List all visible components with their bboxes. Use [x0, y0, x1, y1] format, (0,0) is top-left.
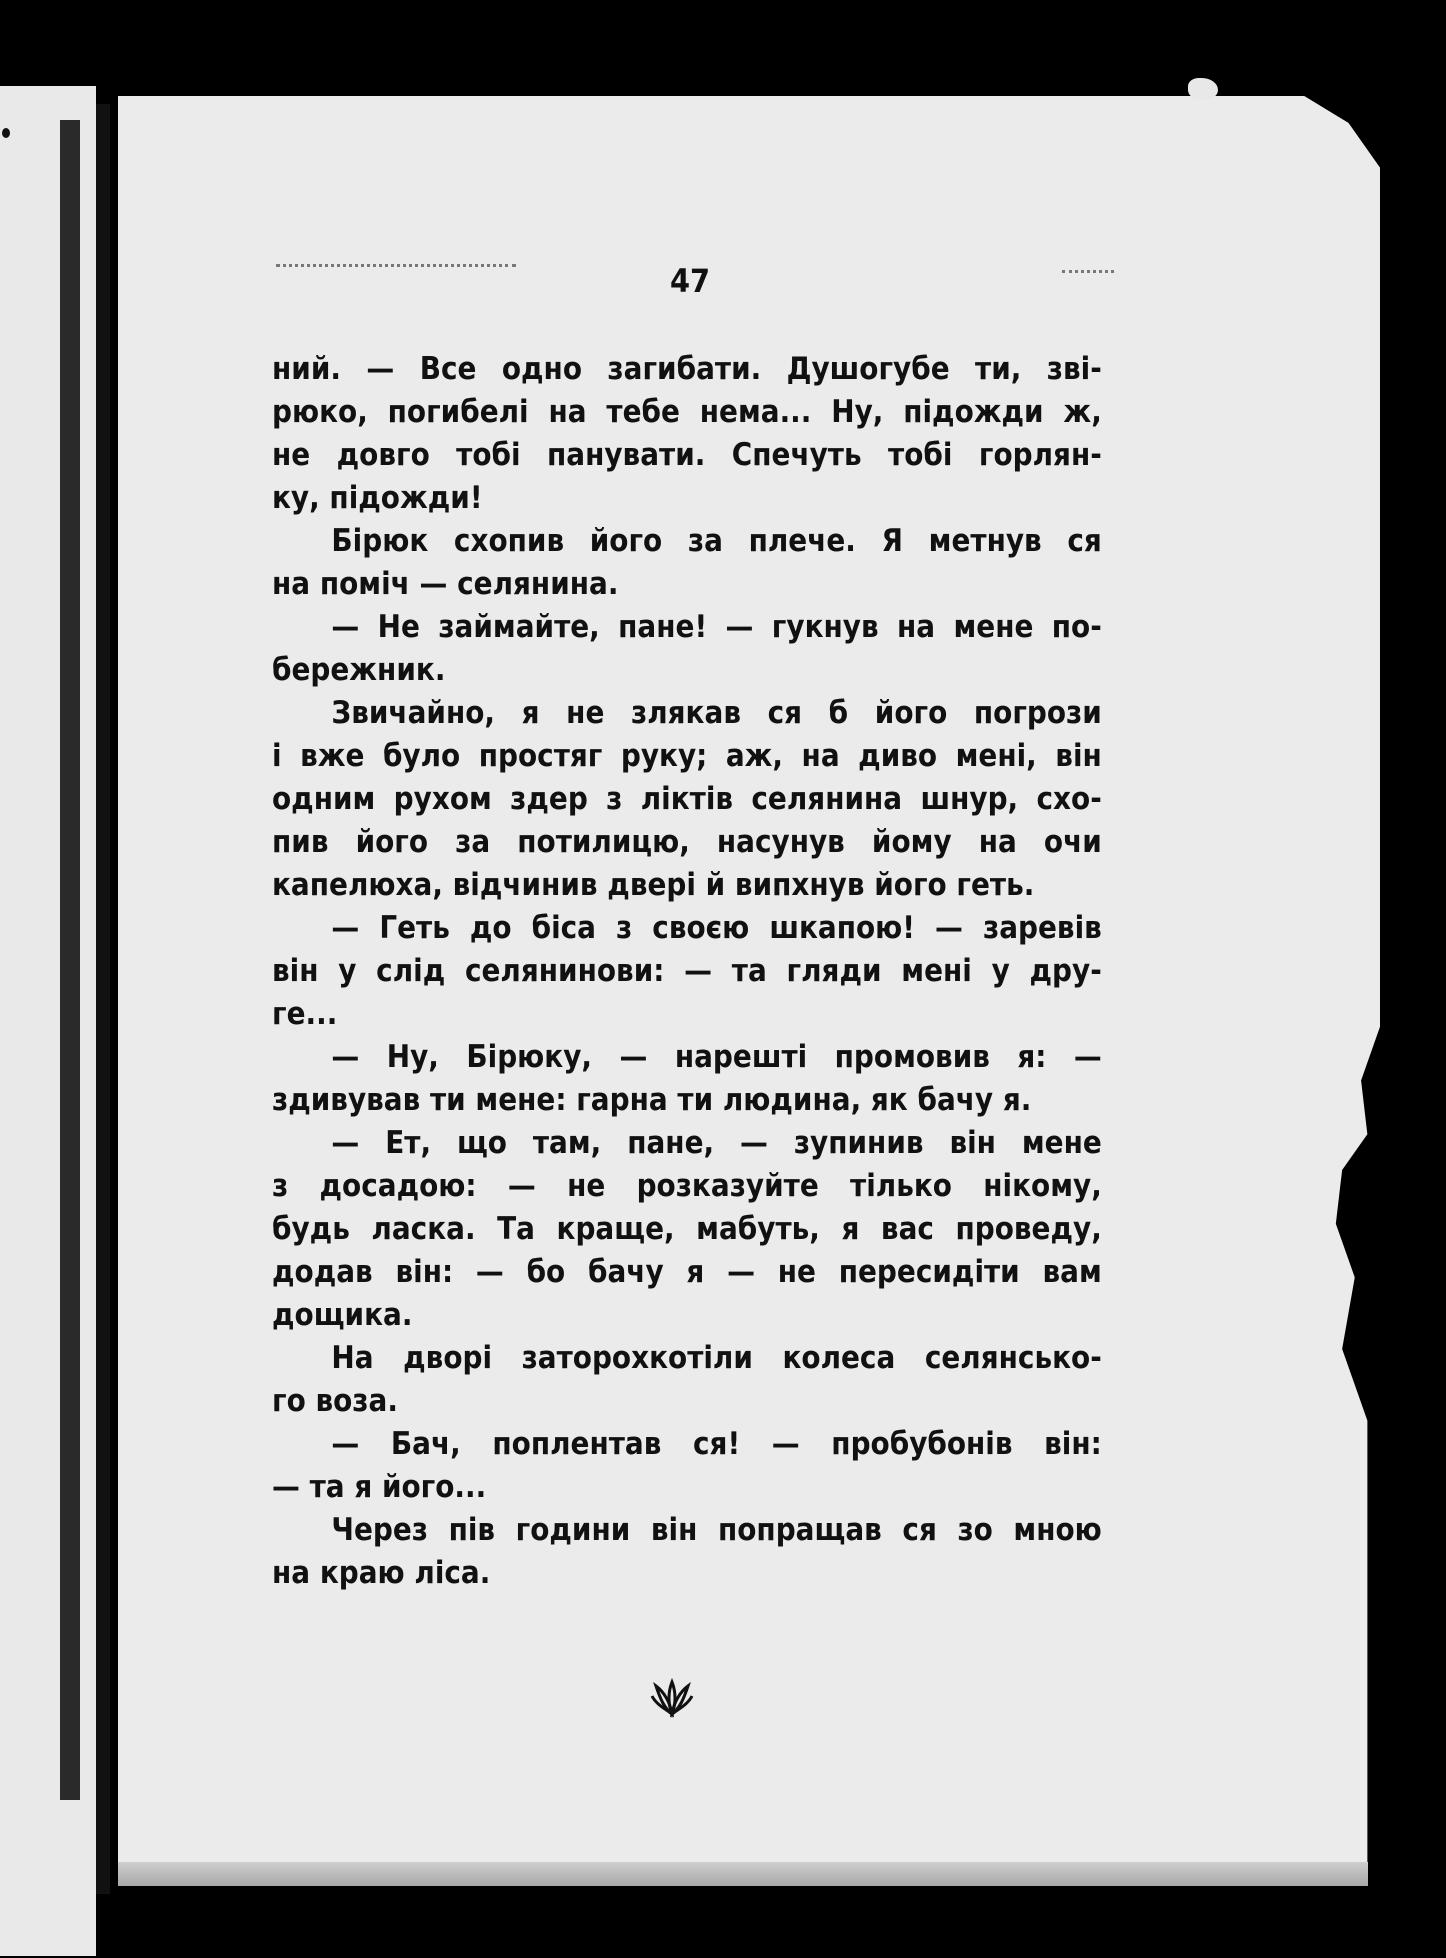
text-line: Через пiв години вiн попращав ся зо мною	[331, 1512, 1102, 1548]
fleuron-ornament-icon	[650, 1678, 694, 1718]
text-line: — Бач, поплентав ся! — пробубонiв вiн:	[331, 1426, 1102, 1462]
text-line: ний. — Все одно загибати. Душогубе ти, звi-	[272, 351, 1102, 387]
text-line: бережник.	[272, 652, 446, 688]
text-line: ге...	[272, 996, 338, 1032]
text-line: i вже було простяг руку; аж, на диво менi, вiн	[272, 738, 1102, 774]
text-line: на краю лiса.	[272, 1555, 491, 1591]
text-line: — Ет, що там, пане, — зупинив вiн мене	[331, 1125, 1102, 1161]
text-line: додав вiн: — бо бачу я — не пересидiти вам	[272, 1254, 1102, 1290]
text-line: ку, пiдожди!	[272, 480, 483, 516]
text-line: здивував ти мене: гарна ти людина, як бачу я.	[272, 1082, 1032, 1118]
torn-corner-fragment	[1188, 78, 1218, 100]
page-binding-shadow	[60, 120, 80, 1800]
text-line: Бiрюк схопив його за плече. Я метнув ся	[331, 523, 1102, 559]
text-line: не довго тобi панувати. Спечуть тобi горлян-	[272, 437, 1102, 473]
text-line: — Геть до бiса з своєю шкапою! — заревiв	[331, 910, 1102, 946]
text-line: дощика.	[272, 1297, 413, 1333]
text-line: рюко, погибелi на тебе нема... Ну, пiдожди ж,	[272, 394, 1102, 430]
text-line: пив його за потилицю, насунув йому на очи	[272, 824, 1102, 860]
book-gutter	[96, 104, 110, 1894]
header-rule-left	[276, 264, 516, 270]
text-line: з досадою: — не розказуйте тiлько нiкому,	[272, 1168, 1102, 1204]
text-line: — та я його...	[272, 1469, 487, 1505]
scan-speck	[2, 128, 10, 138]
text-line: Звичайно, я не злякав ся б його погрози	[331, 695, 1102, 731]
page-number: 47	[669, 262, 711, 300]
previous-page-edge	[0, 86, 96, 1956]
text-line: — Не займайте, пане! — гукнув на мене по-	[331, 609, 1102, 645]
text-line: будь ласка. Та краще, мабуть, я вас проведу,	[272, 1211, 1102, 1247]
body-text	[272, 348, 1102, 1595]
text-line: На дворi заторохкотiли колеса селянсько-	[331, 1340, 1102, 1376]
text-line: на помiч — селянина.	[272, 566, 619, 602]
text-line: капелюха, вiдчинив дверi й випхнув його геть.	[272, 867, 1035, 903]
text-line: го воза.	[272, 1383, 398, 1419]
header-rule-right	[1062, 270, 1114, 276]
page-bottom-shadow	[118, 1862, 1368, 1886]
text-line: одним рухом здер з лiктiв селянина шнур, схо-	[272, 781, 1102, 817]
text-line: вiн у слiд селянинови: — та гляди менi у дру-	[272, 953, 1102, 989]
text-line: — Ну, Бiрюку, — нарештi промовив я: —	[331, 1039, 1102, 1075]
